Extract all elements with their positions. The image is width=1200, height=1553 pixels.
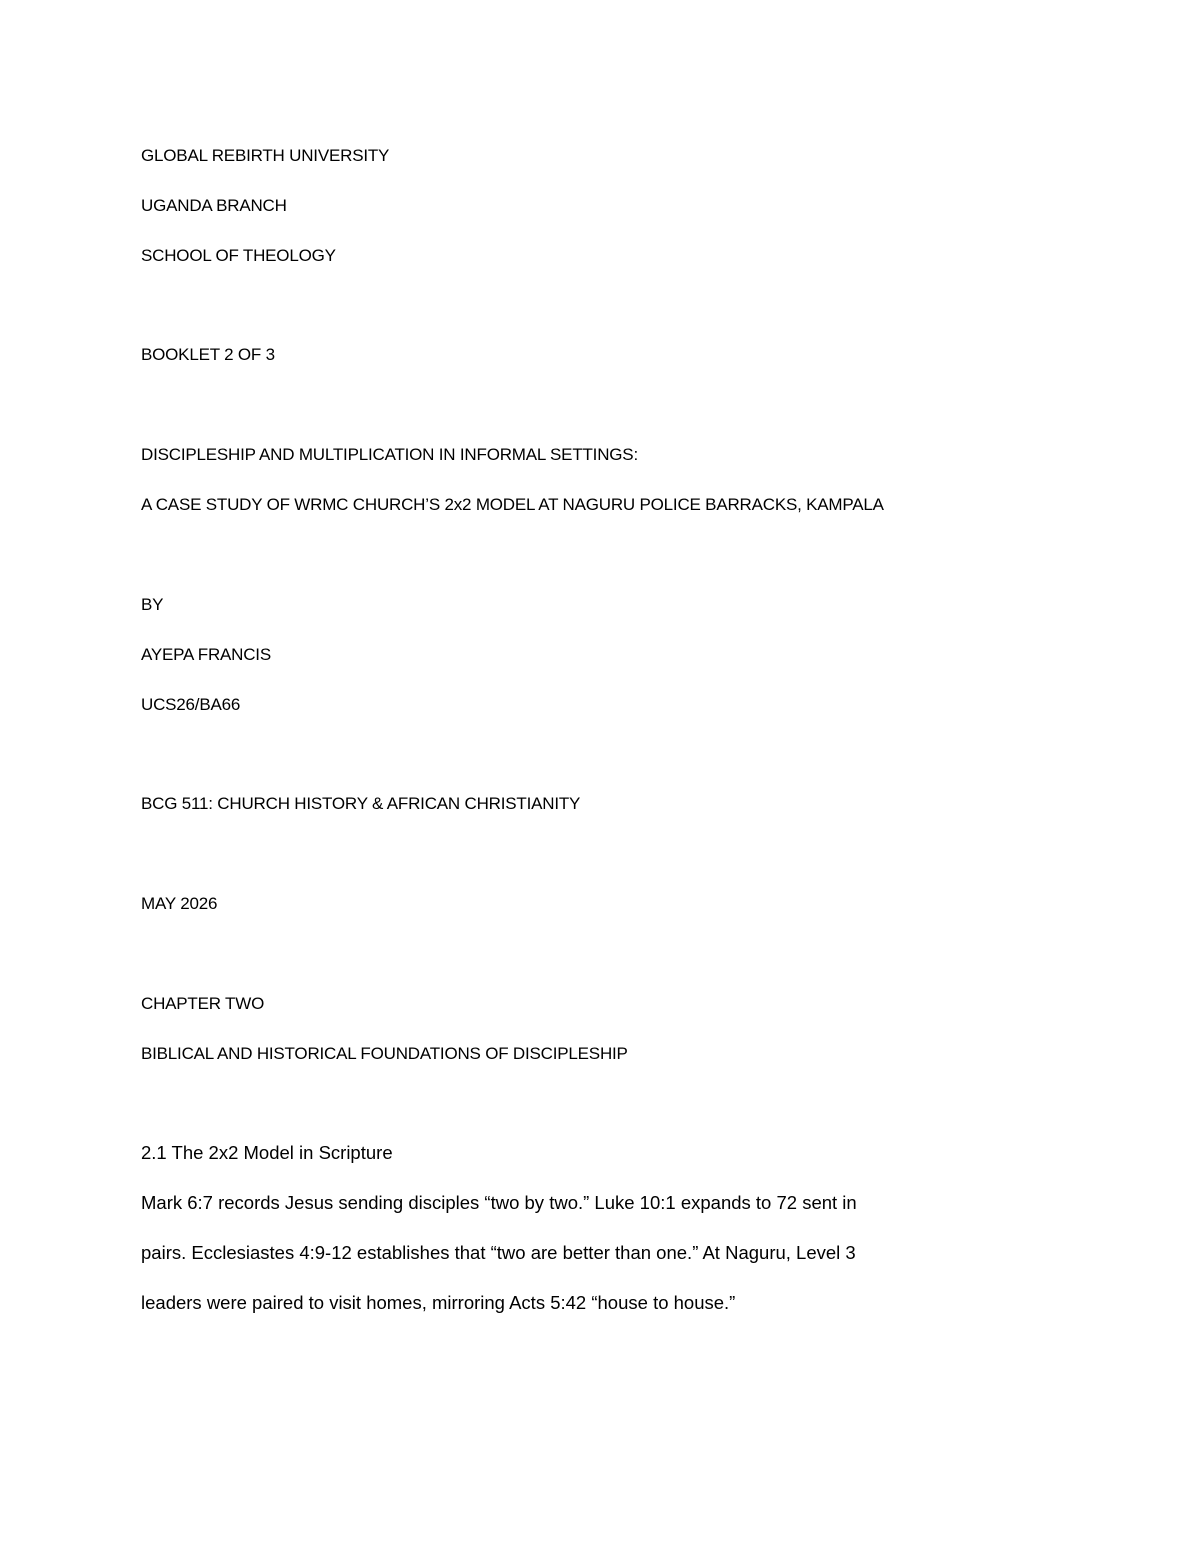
- document-title-line-2: A CASE STUDY OF WRMC CHURCH’S 2x2 MODEL AT NAGURU POLICE BARRACKS, KAMPALA: [141, 495, 884, 514]
- registration-number: UCS26/BA66: [141, 695, 241, 714]
- course-name: BCG 511: CHURCH HISTORY & AFRICAN CHRISTIANITY: [141, 794, 581, 813]
- submission-date: MAY 2026: [141, 894, 218, 913]
- university-name: GLOBAL REBIRTH UNIVERSITY: [141, 146, 390, 165]
- branch-name: UGANDA BRANCH: [141, 196, 287, 215]
- chapter-title: BIBLICAL AND HISTORICAL FOUNDATIONS OF DISCIPLESHIP: [141, 1044, 628, 1063]
- chapter-label: CHAPTER TWO: [141, 994, 265, 1013]
- paragraph-line: pairs. Ecclesiastes 4:9-12 establishes that “two are better than one.” At Naguru, Level 3: [141, 1242, 856, 1263]
- by-label: BY: [141, 595, 164, 614]
- school-name: SCHOOL OF THEOLOGY: [141, 246, 336, 265]
- paragraph-line: leaders were paired to visit homes, mirroring Acts 5:42 “house to house.”: [141, 1292, 736, 1313]
- document-title-line-1: DISCIPLESHIP AND MULTIPLICATION IN INFORMAL SETTINGS:: [141, 445, 638, 464]
- author-name: AYEPA FRANCIS: [141, 645, 271, 664]
- section-heading: 2.1 The 2x2 Model in Scripture: [141, 1142, 393, 1163]
- paragraph-line: Mark 6:7 records Jesus sending disciples “two by two.” Luke 10:1 expands to 72 sent in: [141, 1192, 857, 1213]
- booklet-label: BOOKLET 2 OF 3: [141, 345, 275, 364]
